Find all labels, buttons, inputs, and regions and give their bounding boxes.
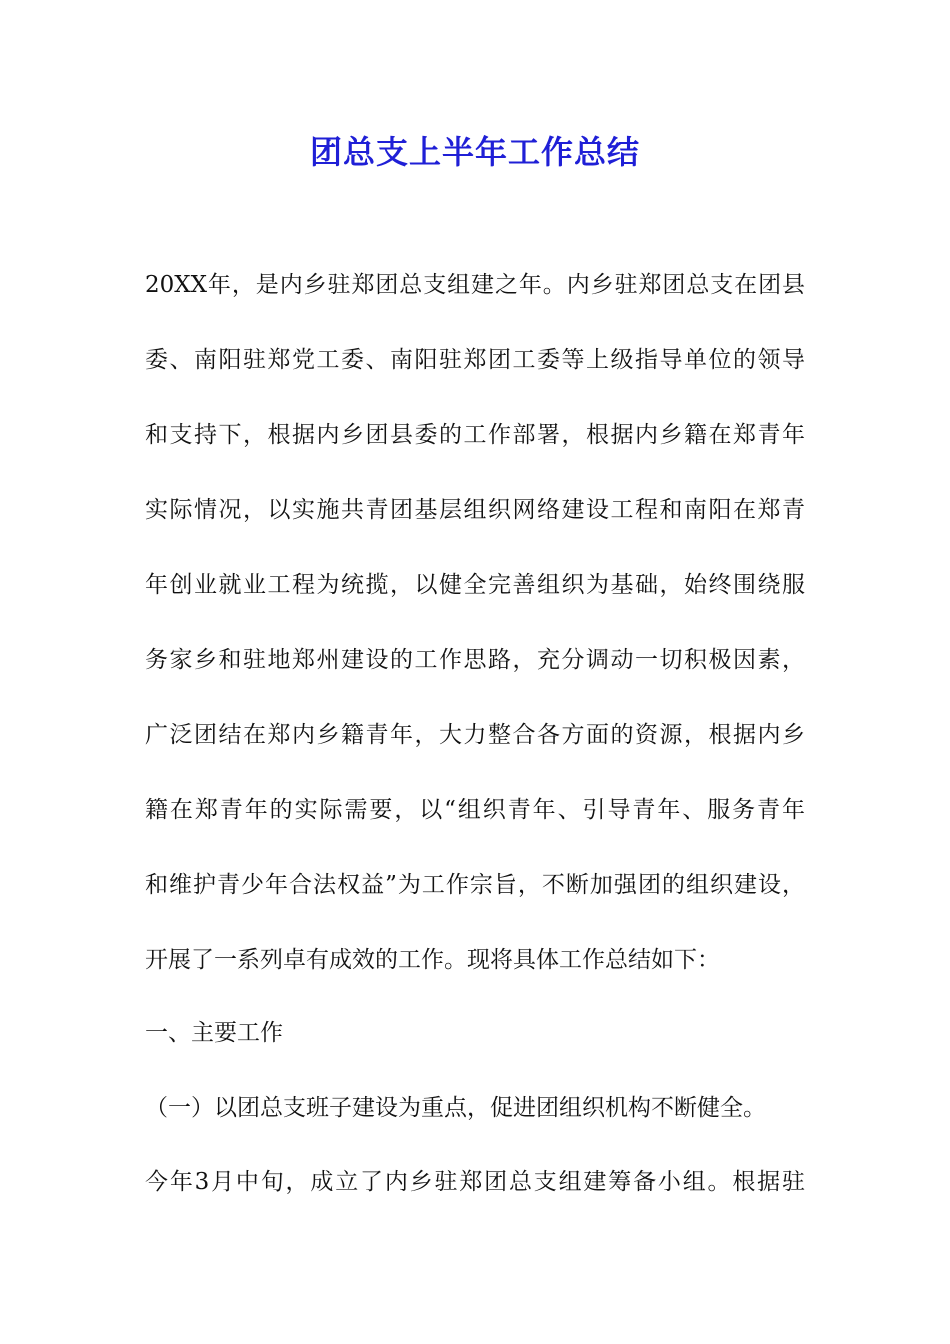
paragraph-line: 广泛团结在郑内乡籍青年，大力整合各方面的资源，根据内乡 bbox=[145, 722, 805, 748]
paragraph-line: 20XX年，是内乡驻郑团总支组建之年。内乡驻郑团总支在团县 bbox=[145, 272, 805, 298]
paragraph-line: 委、南阳驻郑党工委、南阳驻郑团工委等上级指导单位的领导 bbox=[145, 347, 805, 373]
paragraph-line: 实际情况，以实施共青团基层组织网络建设工程和南阳在郑青 bbox=[145, 497, 805, 523]
document-title: 团总支上半年工作总结 bbox=[309, 133, 640, 171]
paragraph-line: 开展了一系列卓有成效的工作。现将具体工作总结如下： bbox=[145, 947, 720, 973]
paragraph-line: 年创业就业工程为统揽，以健全完善组织为基础，始终围绕服 bbox=[145, 572, 805, 598]
paragraph-line: 和支持下，根据内乡团县委的工作部署，根据内乡籍在郑青年 bbox=[145, 422, 805, 448]
subsection-heading: （一）以团总支班子建设为重点，促进团组织机构不断健全。 bbox=[145, 1095, 766, 1121]
section-heading: 一、主要工作 bbox=[145, 1020, 283, 1046]
paragraph-line: 今年3月中旬，成立了内乡驻郑团总支组建筹备小组。根据驻 bbox=[145, 1169, 805, 1195]
paragraph-line: 籍在郑青年的实际需要，以“组织青年、引导青年、服务青年 bbox=[145, 797, 805, 823]
paragraph-line: 和维护青少年合法权益”为工作宗旨，不断加强团的组织建设， bbox=[145, 872, 805, 898]
paragraph-line: 务家乡和驻地郑州建设的工作思路，充分调动一切积极因素， bbox=[145, 647, 805, 673]
